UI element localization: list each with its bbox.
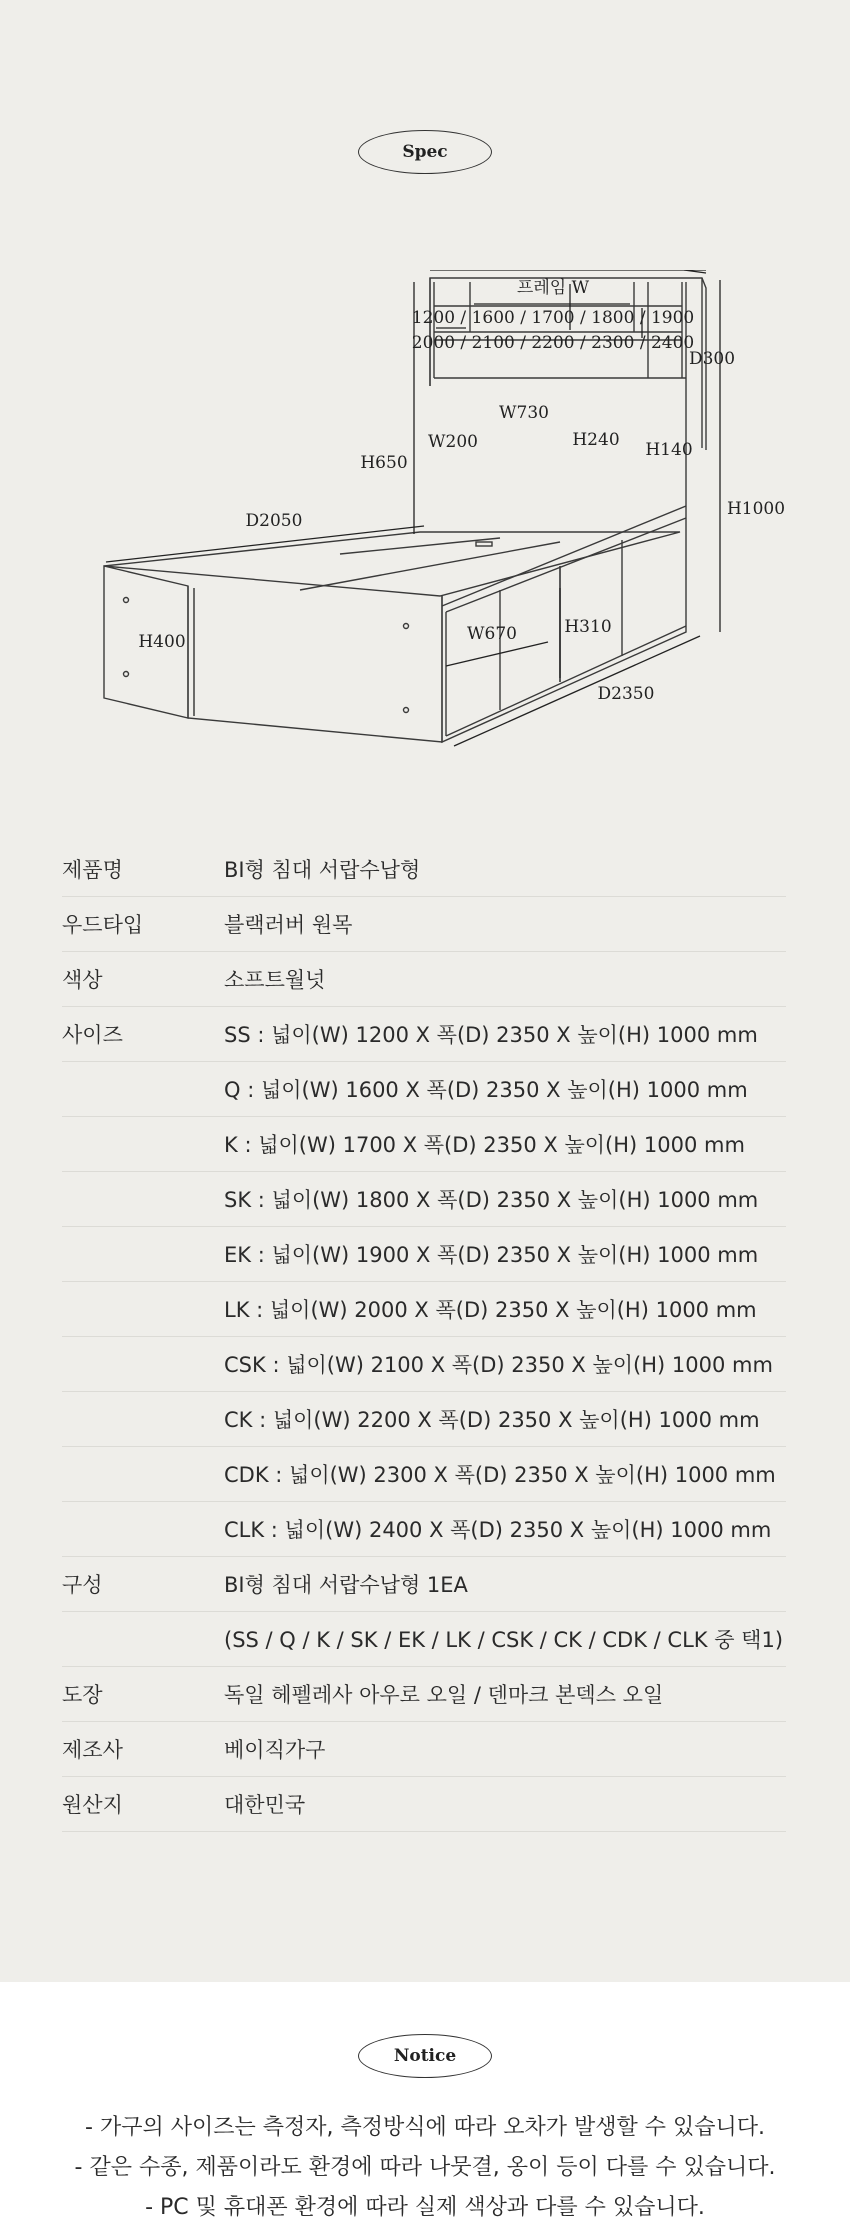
spec-row	[62, 1777, 786, 1832]
dim-d2350: D2350	[597, 684, 655, 704]
spec-value: BI형 침대 서랍수납형	[224, 858, 421, 882]
spec-key: 제품명	[62, 858, 123, 882]
spec-row	[62, 1392, 786, 1447]
spec-title: Spec	[358, 130, 492, 174]
frame-w-label: 프레임 W	[516, 278, 590, 298]
spec-row	[62, 1612, 786, 1667]
frame-w-line1: 1200 / 1600 / 1700 / 1800 / 1900	[411, 308, 695, 328]
spec-row	[62, 1722, 786, 1777]
spec-value: CK : 넓이(W) 2200 X 폭(D) 2350 X 높이(H) 1000 mm	[224, 1408, 760, 1432]
spec-value: CDK : 넓이(W) 2300 X 폭(D) 2350 X 높이(H) 1000 mm	[224, 1463, 776, 1487]
bed-dimension-diagram	[0, 270, 850, 760]
spec-row	[62, 1502, 786, 1557]
spec-key: 구성	[62, 1573, 103, 1597]
spec-table	[62, 842, 786, 1832]
spec-value: 독일 헤펠레사 아우로 오일 / 덴마크 본덱스 오일	[224, 1683, 664, 1707]
notice-list	[0, 2108, 850, 2228]
spec-value: 블랙러버 원목	[224, 913, 353, 937]
spec-value: SS : 넓이(W) 1200 X 폭(D) 2350 X 높이(H) 1000 mm	[224, 1023, 758, 1047]
dim-h650: H650	[360, 453, 408, 473]
spec-value: K : 넓이(W) 1700 X 폭(D) 2350 X 높이(H) 1000 mm	[224, 1133, 745, 1157]
dim-h1000: H1000	[726, 499, 786, 519]
dim-w200: W200	[428, 432, 478, 452]
spec-value: 대한민국	[224, 1793, 306, 1817]
spec-row	[62, 1282, 786, 1337]
spec-value: CLK : 넓이(W) 2400 X 폭(D) 2350 X 높이(H) 1000 mm	[224, 1518, 772, 1542]
spec-value: 소프트월넛	[224, 968, 326, 992]
frame-w-line2: 2000 / 2100 / 2200 / 2300 / 2400	[411, 333, 695, 353]
spec-key: 제조사	[62, 1738, 123, 1762]
spec-value: EK : 넓이(W) 1900 X 폭(D) 2350 X 높이(H) 1000 mm	[224, 1243, 759, 1267]
spec-row	[62, 1062, 786, 1117]
dim-h140: H140	[645, 440, 693, 460]
spec-row	[62, 1172, 786, 1227]
spec-row	[62, 1007, 786, 1062]
spec-key: 사이즈	[62, 1023, 123, 1047]
spec-key: 원산지	[62, 1793, 123, 1817]
spec-value: 베이직가구	[224, 1738, 326, 1762]
spec-value: SK : 넓이(W) 1800 X 폭(D) 2350 X 높이(H) 1000 mm	[224, 1188, 759, 1212]
spec-value: CSK : 넓이(W) 2100 X 폭(D) 2350 X 높이(H) 1000 mm	[224, 1353, 773, 1377]
spec-key: 도장	[62, 1683, 103, 1707]
dim-w730: W730	[499, 403, 549, 423]
spec-row	[62, 1117, 786, 1172]
spec-row	[62, 1667, 786, 1722]
spec-value: LK : 넓이(W) 2000 X 폭(D) 2350 X 높이(H) 1000 mm	[224, 1298, 757, 1322]
notice-line: - PC 및 휴대폰 환경에 따라 실제 색상과 다를 수 있습니다.	[145, 2195, 705, 2220]
dim-w670: W670	[467, 624, 517, 644]
spec-row	[62, 1227, 786, 1282]
spec-value: BI형 침대 서랍수납형 1EA	[224, 1573, 468, 1597]
dim-d300: D300	[688, 349, 736, 369]
dim-d2050: D2050	[245, 511, 303, 531]
spec-value: (SS / Q / K / SK / EK / LK / CSK / CK / CDK / CLK 중 택1)	[224, 1628, 784, 1652]
spec-row	[62, 897, 786, 952]
spec-row	[62, 952, 786, 1007]
dim-h310: H310	[564, 617, 612, 637]
dim-h240: H240	[572, 430, 620, 450]
spec-row	[62, 842, 786, 897]
notice-section	[0, 1982, 850, 2219]
notice-line: - 같은 수종, 제품이라도 환경에 따라 나뭇결, 옹이 등이 다를 수 있습니다.	[74, 2155, 776, 2180]
spec-key: 우드타입	[62, 913, 144, 937]
spec-row	[62, 1337, 786, 1392]
spec-row	[62, 1447, 786, 1502]
spec-key: 색상	[62, 968, 103, 992]
notice-title: Notice	[358, 2034, 492, 2078]
dim-h400: H400	[138, 632, 186, 652]
notice-line: - 가구의 사이즈는 측정자, 측정방식에 따라 오차가 발생할 수 있습니다.	[85, 2115, 765, 2140]
spec-row	[62, 1557, 786, 1612]
spec-value: Q : 넓이(W) 1600 X 폭(D) 2350 X 높이(H) 1000 mm	[224, 1078, 748, 1102]
